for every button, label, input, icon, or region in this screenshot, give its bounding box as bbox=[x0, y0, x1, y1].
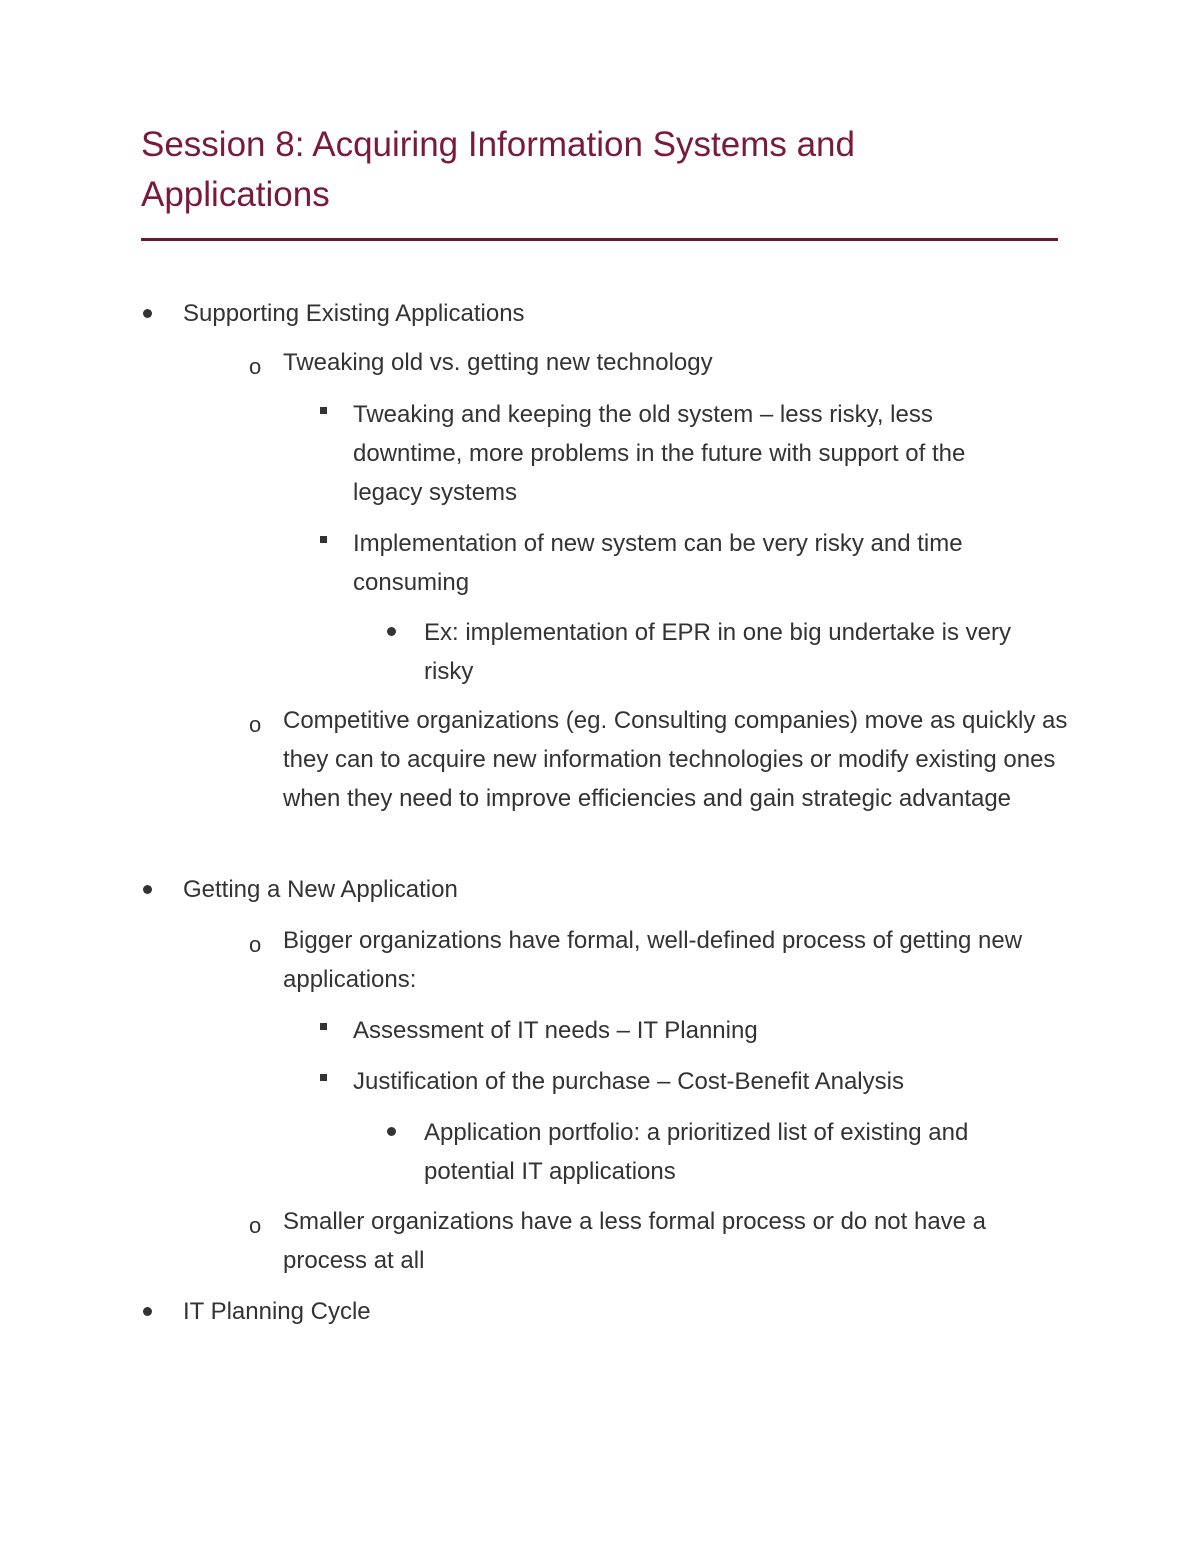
square-bullet-icon bbox=[320, 1074, 327, 1081]
bullet-assessment-it-needs: Assessment of IT needs – IT Planning bbox=[353, 1017, 758, 1044]
filled-circle-bullet-icon bbox=[143, 1307, 152, 1316]
title-underline-divider bbox=[141, 238, 1058, 241]
hollow-o-bullet-icon: o bbox=[249, 712, 262, 737]
filled-circle-bullet-icon bbox=[387, 627, 396, 636]
bullet-bigger-organizations: Bigger organizations have formal, well-defined process of getting new applications: bbox=[283, 927, 1023, 993]
bullet-application-portfolio: Application portfolio: a prioritized list of existing and potential IT applications bbox=[424, 1119, 969, 1185]
bullet-smaller-organizations: Smaller organizations have a less formal process or do not have a process at all bbox=[283, 1208, 987, 1274]
bullet-tweaking-and-keeping: Tweaking and keeping the old system – less risky, less downtime, more problems in the future with support of the legacy systems bbox=[353, 401, 966, 506]
hollow-o-bullet-icon: o bbox=[249, 354, 262, 379]
bullet-tweaking-vs-new: Tweaking old vs. getting new technology bbox=[283, 349, 713, 376]
filled-circle-bullet-icon bbox=[143, 885, 152, 894]
square-bullet-icon bbox=[320, 536, 327, 543]
square-bullet-icon bbox=[320, 1023, 327, 1030]
hollow-o-bullet-icon: o bbox=[249, 1213, 262, 1238]
bullet-implementation-new-system: Implementation of new system can be very risky and time consuming bbox=[353, 530, 963, 596]
filled-circle-bullet-icon bbox=[143, 309, 152, 318]
bullet-ex-epr: Ex: implementation of EPR in one big undertake is very risky bbox=[424, 619, 1011, 685]
filled-circle-bullet-icon bbox=[387, 1127, 396, 1136]
bullet-competitive-organizations: Competitive organizations (eg. Consulting companies) move as quickly as they can to acquire new information technologies or modify existing ones when they need to improve efficiencies and gain strategic advantage bbox=[283, 707, 1068, 812]
bullet-it-planning-cycle: IT Planning Cycle bbox=[183, 1298, 371, 1325]
hollow-o-bullet-icon: o bbox=[249, 932, 262, 957]
bullet-getting-new-application: Getting a New Application bbox=[183, 876, 458, 903]
page-title: Session 8: Acquiring Information Systems and Applications bbox=[141, 125, 855, 214]
bullet-justification-purchase: Justification of the purchase – Cost-Benefit Analysis bbox=[353, 1068, 904, 1095]
square-bullet-icon bbox=[320, 407, 327, 414]
bullet-supporting-existing-applications: Supporting Existing Applications bbox=[183, 300, 525, 327]
